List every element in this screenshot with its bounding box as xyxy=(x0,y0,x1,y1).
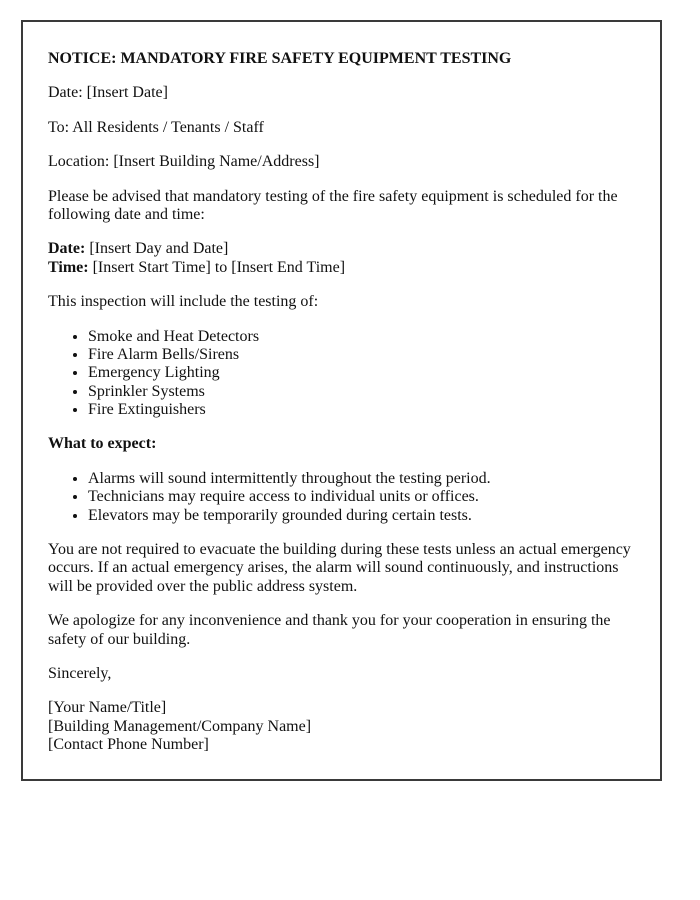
expectation-item: • Alarms will sound intermittently throughout the testing period. xyxy=(88,470,636,488)
meta-to-line: To: All Residents / Tenants / Staff xyxy=(48,118,264,136)
expectation-item: • Technicians may require access to individual units or offices. xyxy=(88,488,636,506)
expect-list xyxy=(48,470,636,525)
schedule-date-label: Date: xyxy=(48,240,86,258)
apology-paragraph: We apologize for any inconvenience and thank you for your cooperation in ensuring the safety of our building. xyxy=(48,612,611,648)
signature-block xyxy=(48,699,636,754)
equipment-item: • Smoke and Heat Detectors xyxy=(88,328,636,346)
schedule-time-label: Time: xyxy=(48,258,89,276)
notice-title: NOTICE: MANDATORY FIRE SAFETY EQUIPMENT TESTING xyxy=(48,50,512,67)
expect-heading: What to expect: xyxy=(48,435,157,453)
schedule-block xyxy=(48,240,636,277)
equipment-item: • Sprinkler Systems xyxy=(88,383,636,401)
signature-name-line: [Your Name/Title] xyxy=(48,699,167,717)
signature-phone-line: [Contact Phone Number] xyxy=(48,736,209,754)
signature-company-line: [Building Management/Company Name] xyxy=(48,717,312,735)
schedule-date-value: [Insert Day and Date] xyxy=(89,240,229,258)
inspection-intro: This inspection will include the testing of: xyxy=(48,293,319,311)
equipment-item: • Fire Alarm Bells/Sirens xyxy=(88,346,636,364)
expectation-item: • Elevators may be temporarily grounded during certain tests. xyxy=(88,507,636,525)
equipment-list xyxy=(48,328,636,420)
notice-letter xyxy=(21,20,662,781)
meta-location-line: Location: [Insert Building Name/Address] xyxy=(48,153,320,171)
meta-date-line: Date: [Insert Date] xyxy=(48,84,168,102)
schedule-time-line xyxy=(48,259,636,277)
schedule-time-value: [Insert Start Time] to [Insert End Time] xyxy=(92,258,346,276)
evacuation-paragraph: You are not required to evacuate the building during these tests unless an actual emergency occurs. If an actual emergency arises, the alarm will sound continuously, and instructions will be provided over the public address system. xyxy=(48,541,631,595)
schedule-date-line xyxy=(48,240,636,258)
intro-paragraph: Please be advised that mandatory testing of the fire safety equipment is scheduled for the following date and time: xyxy=(48,187,618,223)
equipment-item: • Fire Extinguishers xyxy=(88,401,636,419)
closing-line: Sincerely, xyxy=(48,664,112,682)
equipment-item: • Emergency Lighting xyxy=(88,364,636,382)
